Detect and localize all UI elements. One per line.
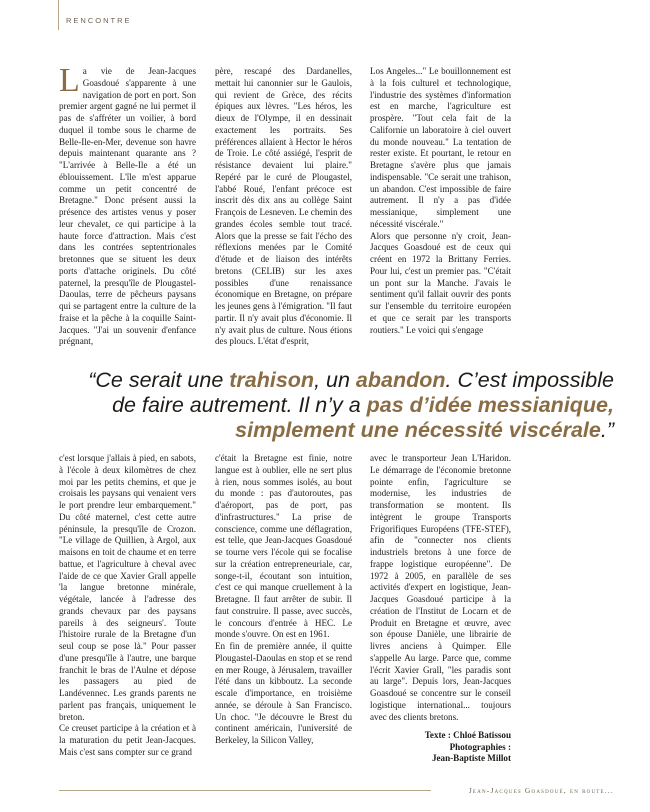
pull-quote-line-1: “Ce serait une trahison, un abandon. C’est impossible (88, 368, 614, 392)
pull-quote-highlight: simplement une nécessité viscérale (235, 418, 601, 442)
footer-rule (59, 790, 431, 791)
paragraph: Ce creuset participe à la création et à la maturation du petit Jean-Jacques. Mais c'est sans compter sur ce grand (59, 723, 196, 757)
paragraph: En fin de première année, il quitte Plougastel-Daoulas en stop et se rend en mer Rouge, à Jérusalem, travailler l'été dans un kibboutz. La seconde escale d'importance, en troisième année, se déroule à San Francisco. Un choc. "Je découvre le Brest du continent américain, l'université de Berkeley, la Silicon Valley, (215, 641, 352, 745)
running-title: Jean-Jacques Goasdoué, en route... (468, 786, 614, 795)
pull-quote-line-2: de faire autrement. Il n’y a pas d’idée messianique, (112, 393, 614, 417)
paragraph: avec le transporteur Jean L'Haridon. Le démarrage de l'économie bretonne pointe enfin, l'agriculture se modernise, les industries de transformation se montent. Ils intègrent le groupe Transports Frigorifiques Européens (TFE-STEF), afin de "connecter nos clients industriels bretons à une force de frappe logistique européenne". De 1972 à 2005, en parallèle de ses activités d'expert en logistique, Jean-Jacques Goasdoué participe à la création de l'Institut de Locarn et de Produit en Bretagne et œuvre, avec son épouse Danièle, une librairie de livres anciens à Quimper. Elle s'appelle Au large. Parce que, comme l'écrit Xavier Grall, "les paradis sont au large". Depuis lors, Jean-Jacques Goasdoué se concentre sur le conseil logistique international... toujours avec des clients bretons. (370, 453, 511, 722)
header-rule (58, 0, 59, 30)
text-credit: Texte : Chloé Batissou (424, 730, 511, 740)
paragraph: c'était la Bretagne est finie, notre langue est à oublier, elle ne sert plus à rien, nous sommes isolés, au bout du monde : pas d'autoroutes, pas d'aéroport, pas de port, pas d'infrastructures." La prise de conscience, comme une déflagration, est telle, que Jean-Jacques Goasdoué se tourne vers l'école qui se focalise sur la création entrepreneuriale, car, songe-t-il, écoutant son intuition, c'est ce qui manque cruellement à la Bretagne. Il faut arrêter de subir. Il faut construire. Il passe, avec succès, le concours d'entrée à HEC. Le monde s'ouvre. On est en 1961. (215, 453, 352, 640)
paragraph (59, 66, 196, 348)
article-column-2 (215, 66, 352, 352)
section-label: RENCONTRE (66, 16, 132, 25)
pull-quote-line-3: simplement une nécessité viscérale.” (235, 418, 614, 442)
article-column-3 (370, 66, 511, 352)
paragraph: Los Angeles..." Le bouillonnement est à la fois culturel et technologique, l'industrie des systèmes d'information est en marche, l'agriculture est prospère. "Tout cela fait de la Californie un laboratoire à ciel ouvert du monde nouveau." La tentation de rester existe. Et pourtant, le retour en Bretagne s'avère plus que jamais indispensable. "Ce serait une trahison, un abandon. C'est impossible de faire autrement. Il n'y a pas d'idée messianique, simplement une nécessité viscérale." (370, 66, 511, 229)
article-column-6 (370, 453, 511, 767)
article-column-4 (59, 453, 196, 767)
drop-cap: L (59, 66, 80, 99)
pull-quote (54, 368, 614, 443)
article-column-5 (215, 453, 352, 767)
article-credits (370, 730, 511, 765)
photographer-name: Jean-Baptiste Millot (431, 753, 511, 763)
pull-quote-highlight: trahison (229, 368, 315, 392)
photo-credit-label: Photographies : (449, 741, 511, 752)
paragraph-text: a vie de Jean-Jacques Goasdoué s'apparente à une navigation de port en port. Son premier argent gagné ne lui permet il pas de s'affréter un voilier, à bord duquel il tombe sous le charme de Belle-Ile-en-Mer, devenue son havre depuis maintenant quarante ans ? "L'arrivée à Belle-Ile a été un éblouissement. L'île m'est apparue comme un petit concentré de Bretagne." Donc présent aussi la présence des artistes venus y poser leur chevalet, ce qui participe à la haute force d'attraction. Mais c'est dans les contrées septentrionales bretonnes que se situent les deux ports d'attache originels. Du côté paternel, la presqu'île de Plougastel-Daoulas, terre de pêcheurs paysans qui se partagent entre la culture de la fraise et la pêche à la coquille Saint-Jacques. "J'ai un souvenir d'enfance prégnant, (59, 66, 196, 347)
paragraph: Alors que personne n'y croit, Jean-Jacques Goasdoué est de ceux qui créent en 1972 la Brittany Ferries. Pour lui, c'est un premier pas. "C'était un pont sur la Manche. J'avais le sentiment qu'il fallait ouvrir des ponts sur l'ensemble du territoire européen et que ce serait par les transports routiers." Le voici qui s'engage (370, 230, 511, 335)
pull-quote-highlight: pas d’idée messianique, (366, 393, 614, 417)
paragraph: c'est lorsque j'allais à pied, en sabots, à l'école à deux kilomètres de chez moi par les petits chemins, et que je croisais les paysans qui venaient vers le port prendre leur embarquement." Du côté maternel, c'est cette autre péninsule, la presqu'île de Crozon. "Le village de Quillien, à Argol, aux maisons en toit de chaume et en terre battue, et l'agriculture à cheval avec l'aide de ce que Xavier Grall appelle 'la langue bretonne minérale, végétale, lancée à l'adresse des grands chevaux par des paysans pareils à des seigneurs'. Toute l'histoire rurale de la Bretagne d'un seul coup se pose là." Pour passer d'une presqu'île à l'autre, une barque franchit le bras de l'Aulne et dépose les passagers au pied de Landévennec. Les grands parents ne parlent pas français, uniquement le breton. (59, 453, 196, 722)
paragraph: père, rescapé des Dardanelles, mettait lui canonnier sur le Gaulois, qui revient de Grèce, des récits épiques aux lèvres. "Les héros, les dieux de l'Olympe, il en dessinait exactement les portraits. Ses préférences allaient à Hector le héros de Troie. Le côté assiégé, l'esprit de résistance devaient lui plaire." Repéré par le curé de Plougastel, l'abbé Roué, l'enfant précoce est inscrit dès dix ans au collège Saint François de Lesneven. Le chemin des grandes écoles semble tout tracé. Alors que la presse se fait l'écho des réflexions menées par le Comité d'étude et de liaison des intérêts bretons (CELIB) sur les axes possibles d'une renaissance économique en Bretagne, on prépare les jeunes gens à l'émigration. "Il faut partir. Il n'y avait plus d'économie. Il n'y avait plus de culture. Nous étions des ploucs. L'état d'esprit, (215, 66, 352, 347)
article-column-1 (59, 66, 196, 352)
pull-quote-highlight: abandon (355, 368, 446, 392)
